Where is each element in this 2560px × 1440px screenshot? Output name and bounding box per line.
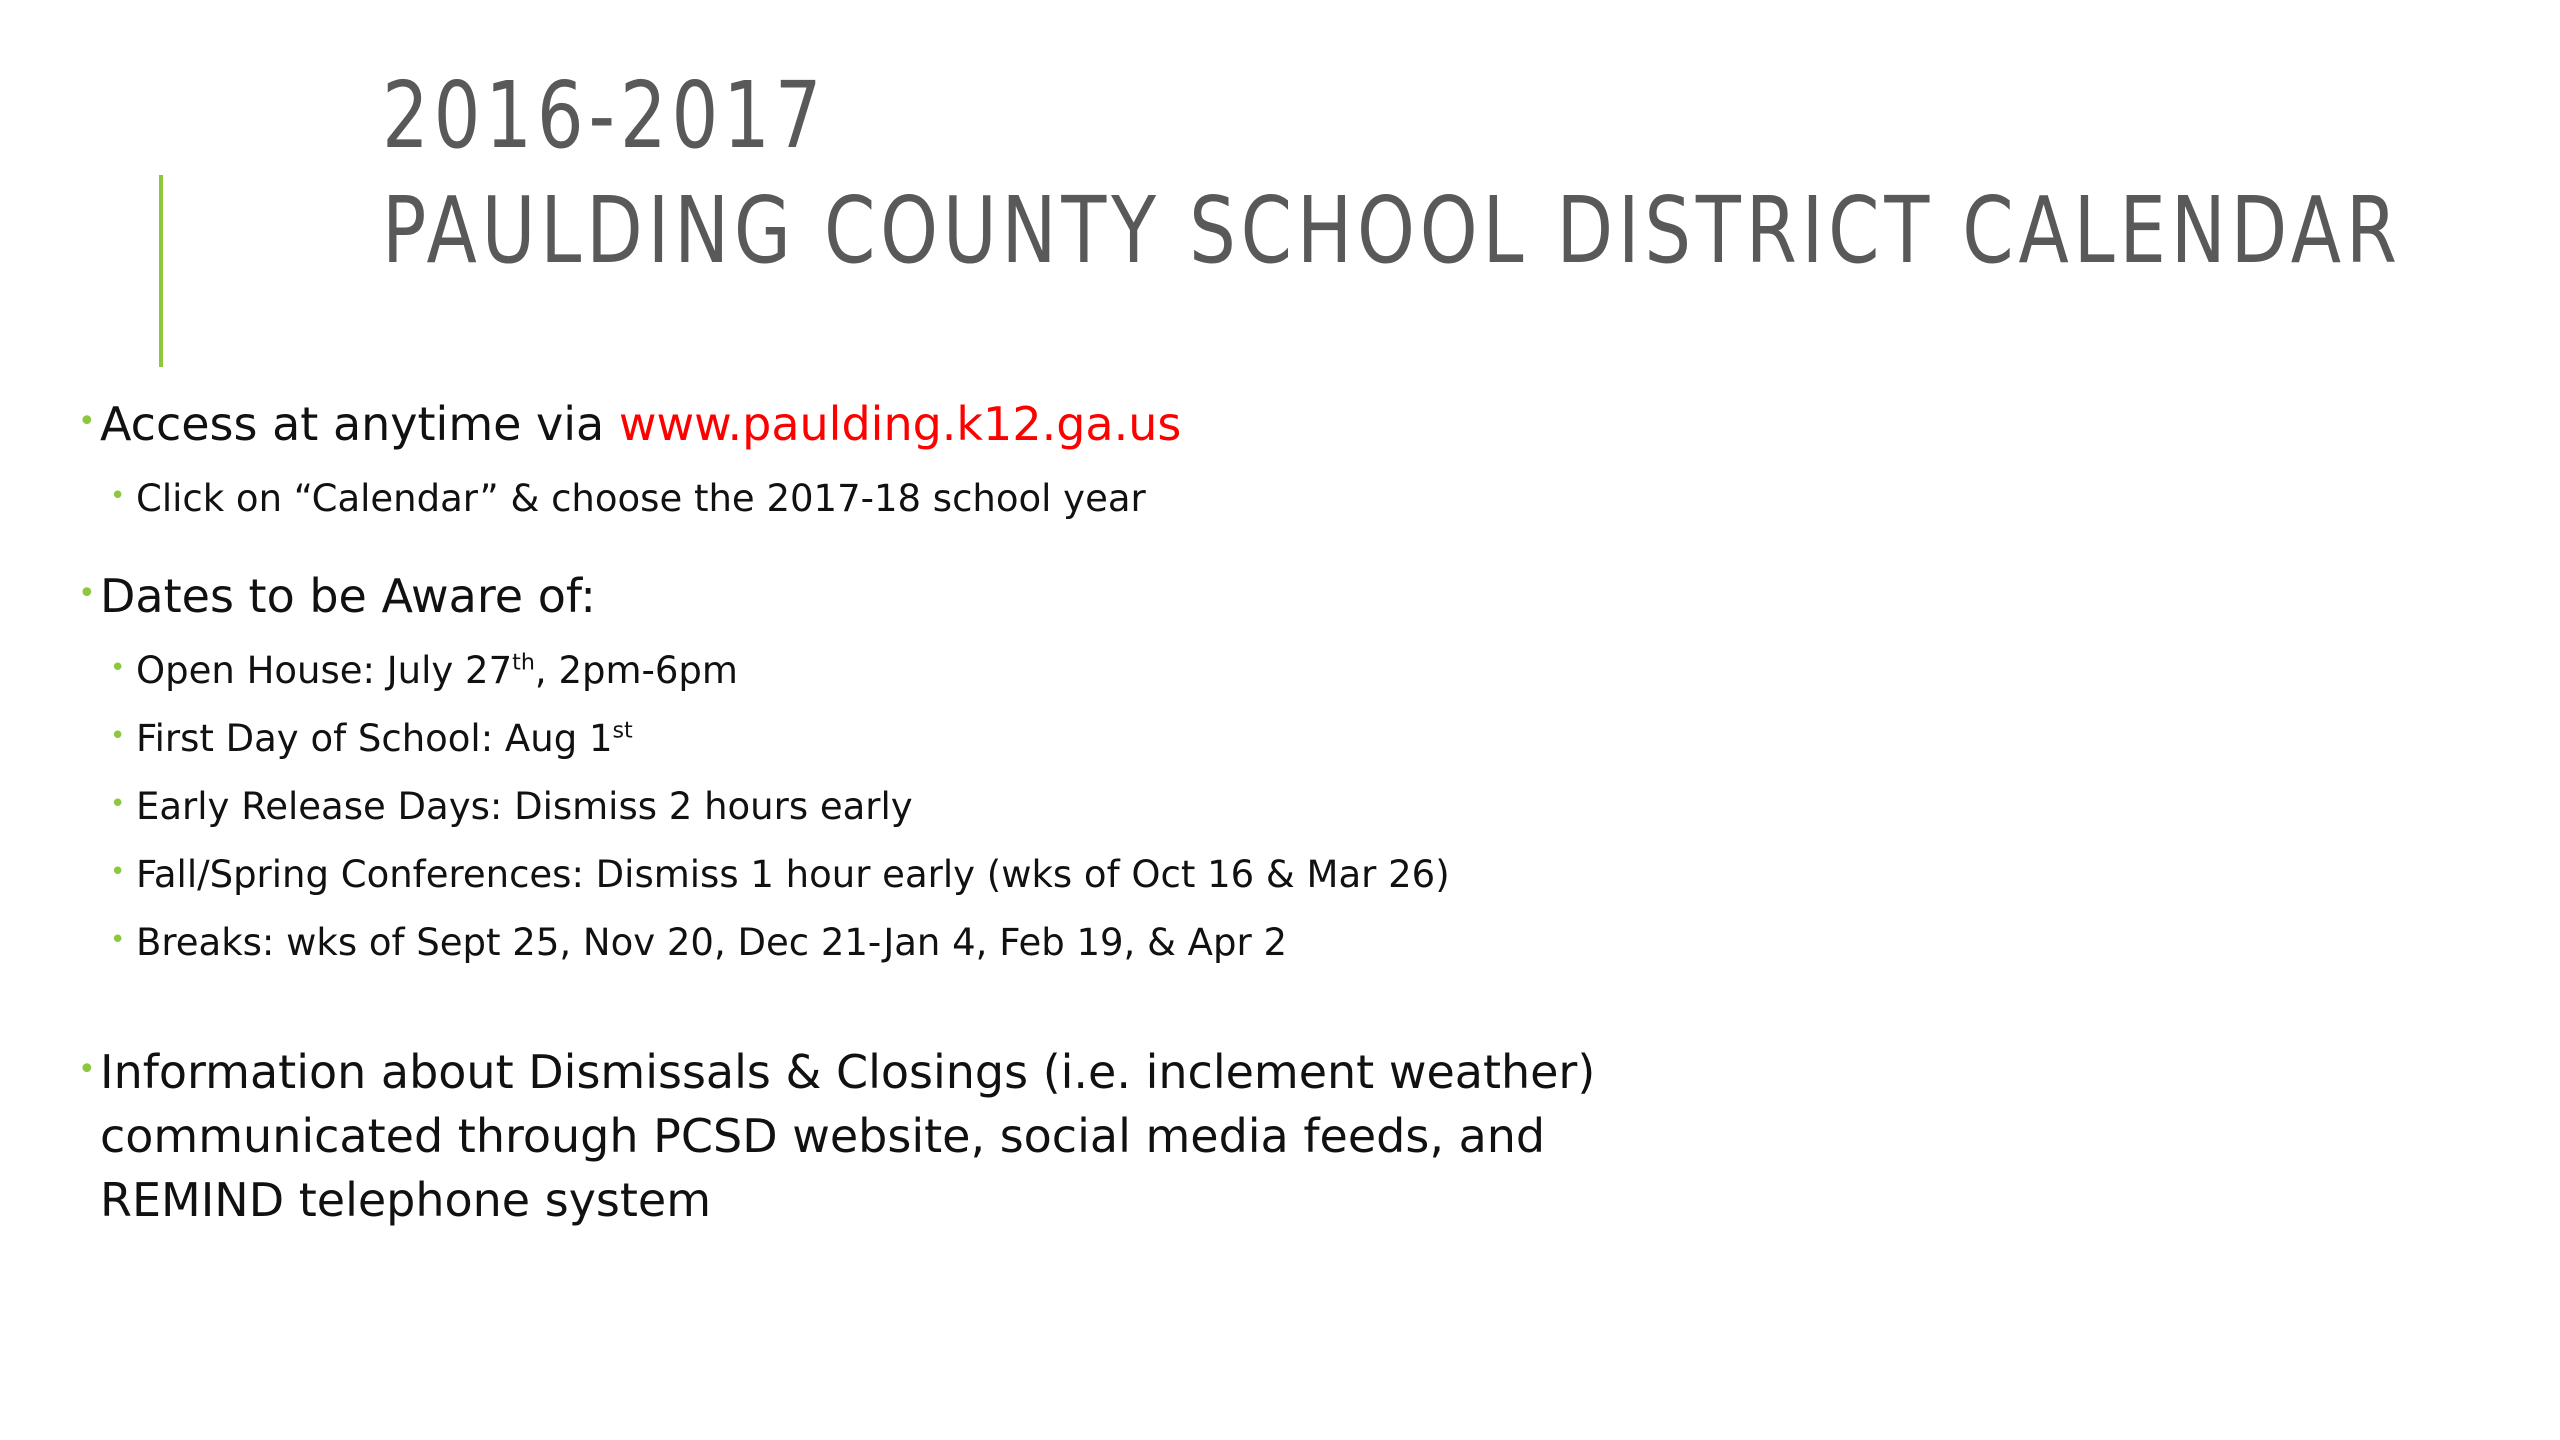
bullet-open-house bbox=[78, 646, 1778, 696]
bullet-dates-heading bbox=[78, 564, 1778, 628]
first-day-ordinal: st bbox=[612, 717, 633, 744]
open-house-text: Open House: July 27 bbox=[136, 649, 513, 692]
district-website-link[interactable]: www.paulding.k12.ga.us bbox=[618, 397, 1182, 451]
bullet-dismissals-info bbox=[78, 1040, 1778, 1232]
bullet-dot-icon: • bbox=[110, 789, 126, 819]
info-line-1: Information about Dismissals & Closings (i.e. inclement weather) bbox=[100, 1045, 1596, 1099]
open-house-time: , 2pm-6pm bbox=[534, 649, 738, 692]
slide-title bbox=[382, 58, 2402, 288]
bullet-conferences bbox=[78, 850, 1778, 900]
bullet-dot-icon: • bbox=[78, 576, 96, 611]
bullet-breaks bbox=[78, 918, 1778, 968]
access-text: Access at anytime via bbox=[100, 397, 619, 451]
accent-rule bbox=[159, 175, 163, 367]
bullet-dot-icon: • bbox=[110, 653, 126, 683]
bullet-calendar-instructions bbox=[78, 474, 1778, 524]
bullet-dot-icon: • bbox=[110, 925, 126, 955]
bullet-dot-icon: • bbox=[110, 857, 126, 887]
conferences-text: Fall/Spring Conferences: Dismiss 1 hour early (wks of Oct 16 & Mar 26) bbox=[136, 853, 1450, 896]
bullet-dot-icon: • bbox=[110, 481, 126, 511]
first-day-text: First Day of School: Aug 1 bbox=[136, 717, 613, 760]
open-house-ordinal: th bbox=[512, 649, 535, 676]
info-line-2: communicated through PCSD website, social media feeds, and bbox=[100, 1109, 1546, 1163]
bullet-access bbox=[78, 392, 1778, 456]
dates-heading-text: Dates to be Aware of: bbox=[100, 569, 596, 623]
bullet-dot-icon: • bbox=[78, 1052, 96, 1087]
early-release-text: Early Release Days: Dismiss 2 hours early bbox=[136, 785, 913, 828]
bullet-dot-icon: • bbox=[110, 721, 126, 751]
title-district: PAULDING COUNTY SCHOOL DISTRICT CALENDAR bbox=[382, 177, 2402, 284]
breaks-text: Breaks: wks of Sept 25, Nov 20, Dec 21-Jan 4, Feb 19, & Apr 2 bbox=[136, 921, 1287, 964]
calendar-instructions-text: Click on “Calendar” & choose the 2017-18 school year bbox=[136, 477, 1146, 520]
bullet-early-release bbox=[78, 782, 1778, 832]
bullet-first-day bbox=[78, 714, 1778, 764]
info-line-3: REMIND telephone system bbox=[100, 1173, 712, 1227]
bullet-dot-icon: • bbox=[78, 404, 96, 439]
title-year: 2016-2017 bbox=[382, 62, 827, 169]
slide-body bbox=[78, 392, 1778, 1232]
